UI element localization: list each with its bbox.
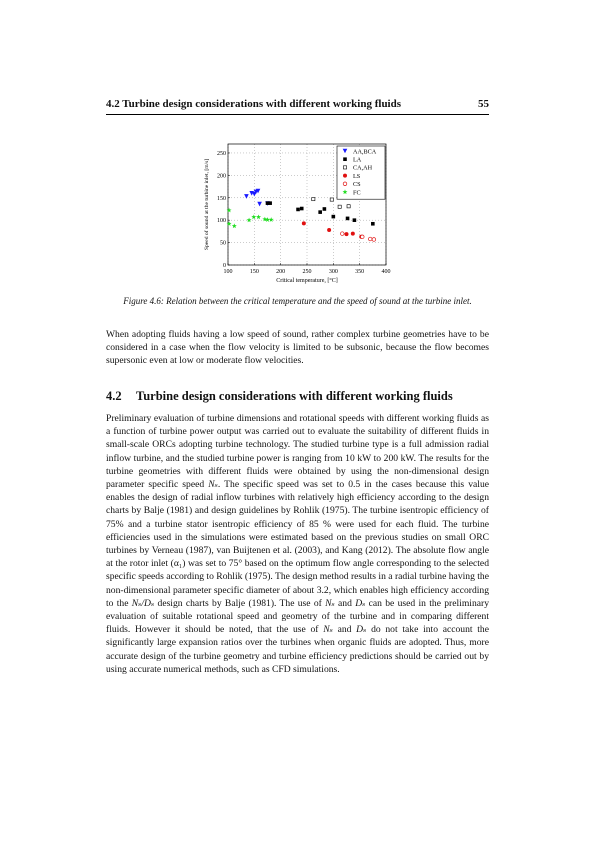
data-point-ca-ah: [347, 205, 350, 208]
text-run: ) was set to 75° based on the optimum flow angle corresponding to the selected specific speeds according to Rohlik (1975). The design method results in a radial turbine having the non-dimensional parameter specific diameter of about 3.2, which enables high efficiency according to the: [106, 558, 489, 609]
header-rule: [106, 114, 489, 115]
data-point-cs: [368, 237, 372, 241]
legend-label: FC: [353, 189, 361, 197]
y-tick-label: 150: [217, 195, 226, 202]
x-tick-label: 100: [223, 269, 233, 275]
y-tick-label: 50: [220, 240, 226, 247]
data-point-la: [323, 207, 327, 211]
data-point-cs: [361, 235, 365, 239]
running-header: [106, 98, 489, 112]
data-point-fc: [251, 214, 256, 219]
text-run: design charts by Balje (1981). The use of: [154, 597, 326, 609]
symbol-ns-ds: Nₛ/Dₛ: [131, 597, 155, 609]
legend-label: LS: [353, 172, 361, 180]
legend-marker: [343, 157, 347, 161]
symbol-alpha: α₁: [173, 558, 183, 570]
data-point-fc: [265, 217, 270, 222]
section-heading: [106, 389, 453, 404]
data-point-fc: [227, 208, 232, 213]
legend-marker: [343, 182, 347, 186]
data-point-fc: [269, 217, 274, 222]
x-tick-label: 250: [302, 269, 312, 275]
data-point-aa-bca: [257, 202, 262, 207]
text-run: and: [334, 597, 356, 609]
text-run: can be used in the preliminary evaluation of suitable rotational speed and geometry of the turbine and in comparing different fluids. However it should be noted, that the use of: [106, 597, 489, 636]
x-axis-label: Critical temperature, [°C]: [276, 278, 338, 284]
y-tick-label: 250: [217, 150, 226, 157]
symbol-ds: Dₛ: [355, 597, 366, 609]
text-run: . The specific speed was set to 0.5 in the cases because this value enables the design of radial inflow turbines with relatively high efficiency according to the design charts by Balje (1981) and design guidelines by Rohlik (1975). The turbine isentropic efficiency of 75% and a turbine stator isentropic efficiency of 85 % were used for each fluid. The turbine efficiencies used in the simulations were estimated based on the previous studies on small ORC turbines by Verneau (1987), van Buijtenen et al. (2003), and Kang (2012). The absolute flow angle at the rotor inlet (: [106, 479, 490, 570]
header-title: 4.2 Turbine design considerations with different working fluids: [106, 98, 402, 110]
data-point-la: [300, 207, 304, 211]
legend-label: CA,AH: [353, 164, 373, 172]
symbol-ns: Nₛ: [325, 597, 335, 609]
data-point-la: [296, 208, 300, 212]
data-point-fc: [232, 223, 237, 228]
text-run: do not take into account the significantly large expansion ratios over the turbines when organic fluids are adopted. Thus, more accurate design of the turbine geometry and turbine efficiency predictions should be carried out by using accurate numerical methods, such as CFD simulations.: [106, 624, 489, 675]
y-tick-label: 200: [217, 173, 226, 180]
data-point-la: [268, 201, 272, 205]
data-point-ca-ah: [330, 198, 333, 201]
data-point-ls: [302, 221, 306, 225]
text-run: and: [332, 624, 357, 636]
data-point-la: [371, 222, 375, 226]
page-number: 55: [478, 98, 489, 110]
data-point-la: [353, 218, 357, 222]
x-tick-label: 400: [381, 269, 391, 275]
paragraph-turbine-design: [106, 412, 489, 676]
legend-label: LA: [353, 156, 362, 164]
data-point-ca-ah: [338, 205, 341, 208]
legend-label: CS: [353, 181, 361, 189]
y-tick-label: 0: [223, 263, 226, 269]
data-point-la: [318, 210, 322, 214]
symbol-ds: Dₛ: [356, 624, 367, 636]
figure-4-6: [200, 138, 400, 293]
x-tick-label: 300: [328, 269, 338, 275]
y-tick-label: 100: [217, 218, 226, 225]
legend-marker: [343, 166, 346, 169]
data-point-cs: [340, 232, 344, 236]
text-run: Preliminary evaluation of turbine dimensions and rotational speeds with different working fluids as a function of turbine power output was carried out to evaluate the suitability of different fluids in small-scale ORCs adopting turbine technology. The studied turbine type is a full admission radial inflow turbine, and the studied turbine power is ranging from 10 kW to 200 kW. The results for the turbine geometries with different fluids were obtained by using the non-dimensional design parameter specific speed: [106, 413, 489, 491]
legend-label: AA,BCA: [353, 148, 377, 156]
x-tick-label: 200: [276, 269, 286, 275]
data-point-ca-ah: [312, 198, 315, 201]
figure-caption: Figure 4.6: Relation between the critical temperature and the speed of sound at the turbine inlet.: [123, 296, 472, 306]
data-point-aa-bca: [244, 194, 249, 199]
data-point-fc: [227, 221, 232, 226]
symbol-ns: Nₛ: [323, 624, 333, 636]
data-point-fc: [256, 214, 261, 219]
data-point-ls: [345, 232, 349, 236]
data-point-ls: [351, 232, 355, 236]
y-axis-label: Speed of sound at the turbine inlet, [m/s]: [204, 158, 210, 251]
data-point-fc: [247, 218, 252, 223]
symbol-ns: Nₛ: [208, 479, 218, 491]
scatter-chart: [200, 138, 400, 293]
x-tick-label: 350: [355, 269, 365, 275]
data-point-la: [332, 215, 336, 219]
paragraph-intro: When adopting fluids having a low speed of sound, rather complex turbine geometries have to be considered in a case when the flow velocity is limited to be subsonic, because the flow becomes supersonic even at low or moderate flow velocities.: [106, 329, 489, 367]
data-point-ls: [327, 228, 331, 232]
x-tick-label: 150: [249, 269, 259, 275]
data-point-la: [346, 217, 350, 221]
legend-marker: [343, 174, 347, 178]
section-number: 4.2: [106, 389, 122, 403]
data-point-cs: [372, 238, 376, 242]
section-title: Turbine design considerations with different working fluids: [136, 389, 453, 403]
